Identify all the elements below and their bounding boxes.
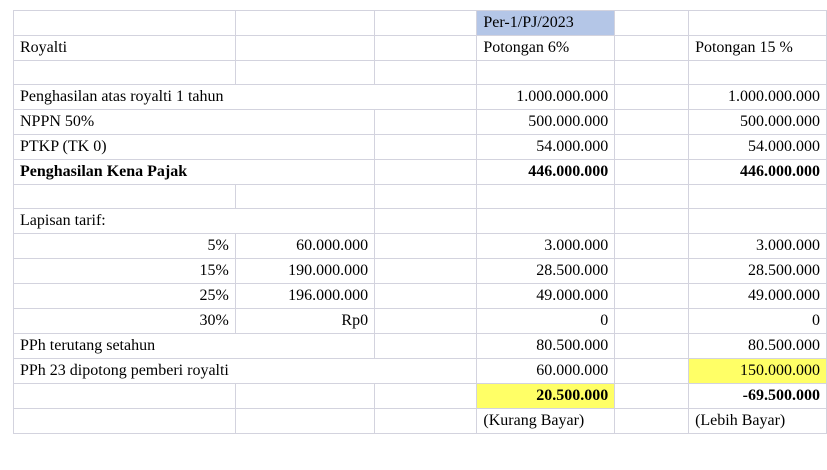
cell[interactable] — [689, 61, 827, 85]
cell[interactable] — [615, 384, 689, 409]
cell[interactable] — [235, 61, 374, 85]
cell[interactable] — [375, 160, 477, 185]
cell[interactable] — [615, 85, 689, 110]
ptkp-label-cell[interactable] — [14, 135, 236, 160]
cell[interactable] — [235, 384, 374, 409]
taxable-15-cell[interactable]: 446.000.000 — [689, 160, 827, 185]
table-row — [14, 209, 827, 234]
tiers-title-cell[interactable] — [14, 209, 236, 234]
pph-due-label: PPh terutang setahun — [20, 337, 156, 354]
cell[interactable] — [615, 259, 689, 284]
table-row — [14, 359, 827, 384]
result-15-cell[interactable]: -69.500.000 — [689, 384, 827, 409]
pph-due-label-cell[interactable] — [14, 334, 236, 359]
potongan-6-header-cell[interactable]: Potongan 6% — [477, 36, 615, 61]
cell[interactable] — [235, 160, 374, 185]
tier-base-cell[interactable]: 196.000.000 — [235, 284, 374, 309]
cell[interactable] — [375, 85, 477, 110]
pph23-label-cell[interactable] — [14, 359, 236, 384]
status-6-cell[interactable]: (Kurang Bayar) — [477, 409, 615, 434]
nppn-label-cell[interactable] — [14, 110, 236, 135]
taxable-income-label-cell[interactable] — [14, 160, 236, 185]
nppn-label: NPPN 50% — [20, 113, 95, 130]
potongan-15-header-cell[interactable]: Potongan 15 % — [689, 36, 827, 61]
pph23-label: PPh 23 dipotong pemberi royalti — [20, 362, 229, 379]
table-row — [14, 61, 827, 85]
table-row — [14, 135, 827, 160]
cell[interactable] — [615, 160, 689, 185]
cell[interactable] — [375, 334, 477, 359]
cell[interactable] — [615, 61, 689, 85]
income-label: Penghasilan atas royalti 1 tahun — [20, 88, 224, 105]
value-6-cell[interactable]: 54.000.000 — [477, 135, 615, 160]
table-row — [14, 234, 827, 259]
tier-base-cell[interactable]: 190.000.000 — [235, 259, 374, 284]
cell[interactable] — [235, 36, 374, 61]
value-6-cell[interactable]: 0 — [477, 309, 615, 334]
value-15-cell[interactable]: 49.000.000 — [689, 284, 827, 309]
cell[interactable] — [375, 209, 477, 234]
cell[interactable] — [375, 110, 477, 135]
value-15-cell[interactable]: 80.500.000 — [689, 334, 827, 359]
value-15-cell[interactable]: 0 — [689, 309, 827, 334]
cell[interactable] — [615, 11, 689, 36]
cell[interactable] — [615, 284, 689, 309]
royalti-label-cell[interactable]: Royalti — [14, 36, 236, 61]
cell[interactable] — [375, 359, 477, 384]
cell[interactable] — [615, 334, 689, 359]
result-6-highlighted-cell[interactable]: 20.500.000 — [477, 384, 615, 409]
table-row — [14, 110, 827, 135]
cell[interactable] — [235, 334, 374, 359]
table-row — [14, 284, 827, 309]
tier-rate-cell[interactable]: 15% — [14, 259, 236, 284]
table-row — [14, 259, 827, 284]
value-15-cell[interactable]: 3.000.000 — [689, 234, 827, 259]
cell[interactable] — [375, 309, 477, 334]
cell[interactable] — [689, 11, 827, 36]
value-15-cell[interactable]: 28.500.000 — [689, 259, 827, 284]
tier-base-cell[interactable]: Rp0 — [235, 309, 374, 334]
table-row — [14, 36, 827, 61]
tier-rate-cell[interactable]: 30% — [14, 309, 236, 334]
cell[interactable] — [615, 110, 689, 135]
cell[interactable] — [375, 384, 477, 409]
cell[interactable] — [375, 135, 477, 160]
status-15-cell[interactable]: (Lebih Bayar) — [689, 409, 827, 434]
table-row — [14, 160, 827, 185]
table-row — [14, 409, 827, 434]
cell[interactable] — [235, 209, 374, 234]
cell[interactable] — [615, 234, 689, 259]
table-row — [14, 185, 827, 209]
regulation-reference-cell[interactable]: Per-1/PJ/2023 — [477, 11, 615, 36]
cell[interactable] — [615, 185, 689, 209]
cell[interactable] — [477, 209, 615, 234]
pph23-15-highlighted-cell[interactable]: 150.000.000 — [689, 359, 827, 384]
cell[interactable] — [235, 185, 374, 209]
income-label-cell[interactable] — [14, 85, 236, 110]
table-row — [14, 11, 827, 36]
cell[interactable] — [689, 185, 827, 209]
cell[interactable] — [235, 11, 374, 36]
tiers-title: Lapisan tarif: — [20, 212, 106, 229]
tier-rate-cell[interactable]: 5% — [14, 234, 236, 259]
cell[interactable] — [615, 409, 689, 434]
cell[interactable] — [477, 185, 615, 209]
value-15-cell[interactable]: 54.000.000 — [689, 135, 827, 160]
table-row — [14, 384, 827, 409]
cell[interactable] — [235, 135, 374, 160]
table-row — [14, 309, 827, 334]
cell[interactable] — [14, 384, 236, 409]
cell[interactable] — [375, 185, 477, 209]
cell[interactable] — [615, 359, 689, 384]
cell[interactable] — [375, 11, 477, 36]
taxable-6-cell[interactable]: 446.000.000 — [477, 160, 615, 185]
value-15-cell[interactable]: 500.000.000 — [689, 110, 827, 135]
cell[interactable] — [615, 309, 689, 334]
table-row — [14, 334, 827, 359]
taxable-income-label: Penghasilan Kena Pajak — [20, 163, 188, 180]
table-row — [14, 85, 827, 110]
cell[interactable] — [14, 61, 236, 85]
cell[interactable] — [235, 409, 374, 434]
cell[interactable] — [14, 185, 236, 209]
tier-rate-cell[interactable]: 25% — [14, 284, 236, 309]
cell[interactable] — [235, 110, 374, 135]
value-6-cell[interactable]: 28.500.000 — [477, 259, 615, 284]
cell[interactable] — [689, 209, 827, 234]
value-6-cell[interactable]: 1.000.000.000 — [477, 85, 615, 110]
cell[interactable] — [375, 259, 477, 284]
cell[interactable] — [375, 284, 477, 309]
cell[interactable] — [615, 209, 689, 234]
cell[interactable] — [375, 409, 477, 434]
tier-base-cell[interactable]: 60.000.000 — [235, 234, 374, 259]
cell[interactable] — [375, 234, 477, 259]
cell[interactable] — [375, 61, 477, 85]
ptkp-label: PTKP (TK 0) — [20, 138, 107, 155]
cell[interactable] — [235, 359, 374, 384]
value-6-cell[interactable]: 80.500.000 — [477, 334, 615, 359]
value-6-cell[interactable]: 500.000.000 — [477, 110, 615, 135]
cell[interactable] — [615, 135, 689, 160]
value-6-cell[interactable]: 49.000.000 — [477, 284, 615, 309]
cell[interactable] — [375, 36, 477, 61]
cell[interactable] — [235, 85, 374, 110]
cell[interactable] — [615, 36, 689, 61]
value-15-cell[interactable]: 1.000.000.000 — [689, 85, 827, 110]
tax-calculation-table — [13, 10, 827, 434]
cell[interactable] — [14, 409, 236, 434]
cell[interactable] — [477, 61, 615, 85]
value-6-cell[interactable]: 3.000.000 — [477, 234, 615, 259]
value-6-cell[interactable]: 60.000.000 — [477, 359, 615, 384]
cell[interactable] — [14, 11, 236, 36]
